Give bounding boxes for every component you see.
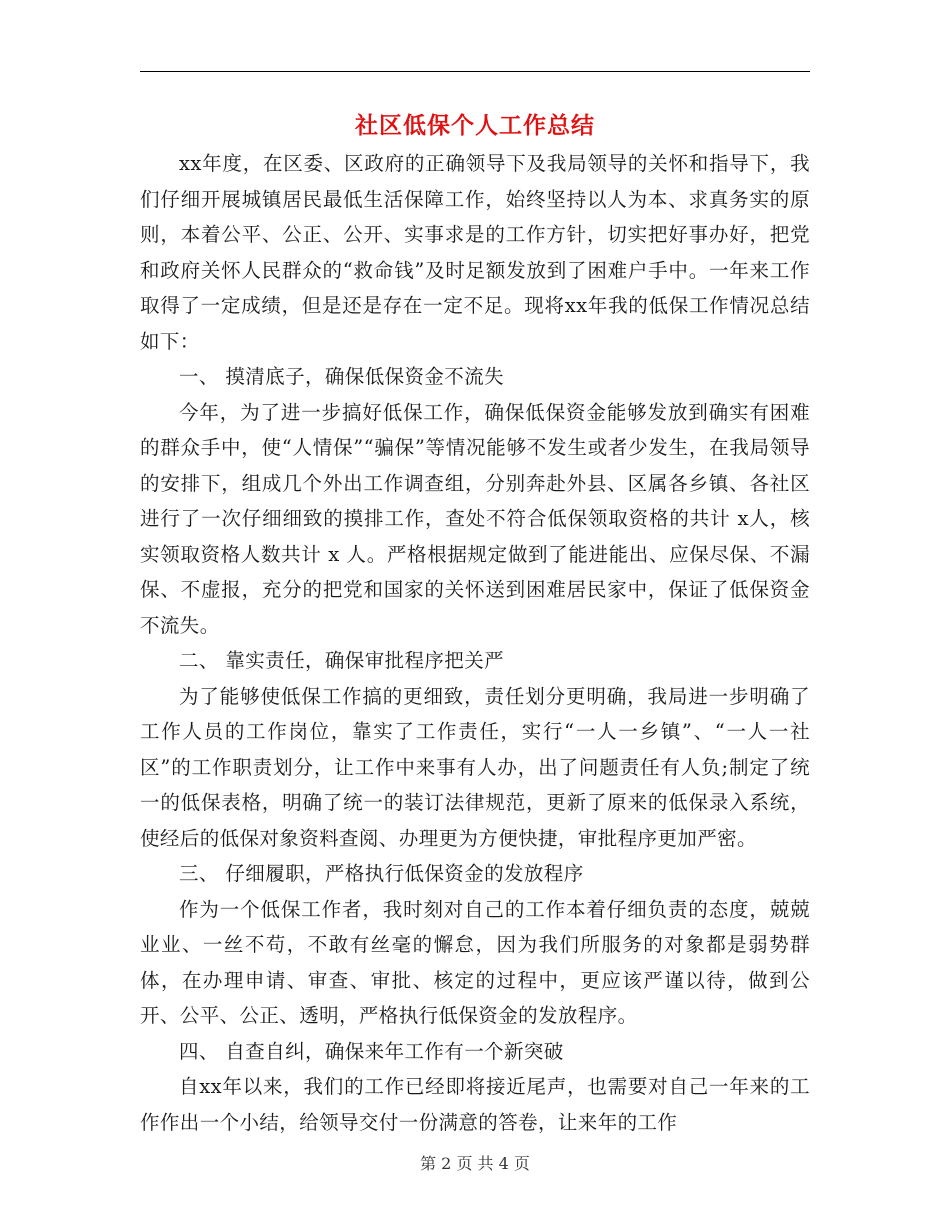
section-paragraph-4: 自xx年以来，我们的工作已经即将接近尾声，也需要对自己一年来的工作作出一个小结，给领导交付一份满意的答卷，让来年的工作 xyxy=(140,1075,810,1134)
section-paragraph-1: 今年，为了进一步搞好低保工作，确保低保资金能够发放到确实有困难的群众手中，使“人情保”“骗保”等情况能够不发生或者少发生，在我局领导的安排下，组成几个外出工作调查组，分别奔赴外县、区属各乡镇、各社区进行了一次仔细细致的摸排工作，查处不符合低保领取资格的共计 x人，核实领取资格人数共计 x 人。严格根据规定做到了能进能出、应保尽保、不漏保、不虚报，充分的把党和国家的关怀送到困难居民家中，保证了低保资金不流失。 xyxy=(140,400,810,637)
intro-paragraph: xx年度，在区委、区政府的正确领导下及我局领导的关怀和指导下，我们仔细开展城镇居民最低生活保障工作，始终坚持以人为本、求真务实的原则，本着公平、公正、公开、实事求是的工作方针，切实把好事办好，把党和政府关怀人民群众的“救命钱”及时足额发放到了困难户手中。一年来工作取得了一定成绩，但是还是存在一定不足。现将xx年我的低保工作情况总结如下： xyxy=(140,152,810,353)
section-heading-1: 一、 摸清底子，确保低保资金不流失 xyxy=(179,365,504,388)
section-heading-2: 二、 靠实责任，确保审批程序把关严 xyxy=(179,649,504,672)
page-number-footer: 第 2 页 共 4 页 xyxy=(420,1154,530,1173)
section-heading-4: 四、 自查自纠，确保来年工作有一个新突破 xyxy=(179,1039,564,1063)
document-body xyxy=(140,146,810,1140)
section-paragraph-2: 为了能够使低保工作搞的更细致，责任划分更明确，我局进一步明确了工作人员的工作岗位，靠实了工作责任，实行“一人一乡镇”、“一人一社区”的工作职责划分，让工作中来事有人办，出了问题责任有人负;制定了统一的低保表格，明确了统一的装订法律规范，更新了原来的低保录入系统，使经后的低保对象资料查阅、办理更为方便快捷，审批程序更加严密。 xyxy=(140,684,810,850)
section-paragraph-3: 作为一个低保工作者，我时刻对自己的工作本着仔细负责的态度，兢兢业业、一丝不苟，不敢有丝毫的懈怠，因为我们所服务的对象都是弱势群体，在办理申请、审查、审批、核定的过程中，更应该严谨以待，做到公开、公平、公正、透明，严格执行低保资金的发放程序。 xyxy=(140,897,810,1027)
header-rule xyxy=(140,71,810,72)
document-title: 社区低保个人工作总结 xyxy=(355,112,595,139)
section-heading-3: 三、 仔细履职，严格执行低保资金的发放程序 xyxy=(179,862,584,885)
